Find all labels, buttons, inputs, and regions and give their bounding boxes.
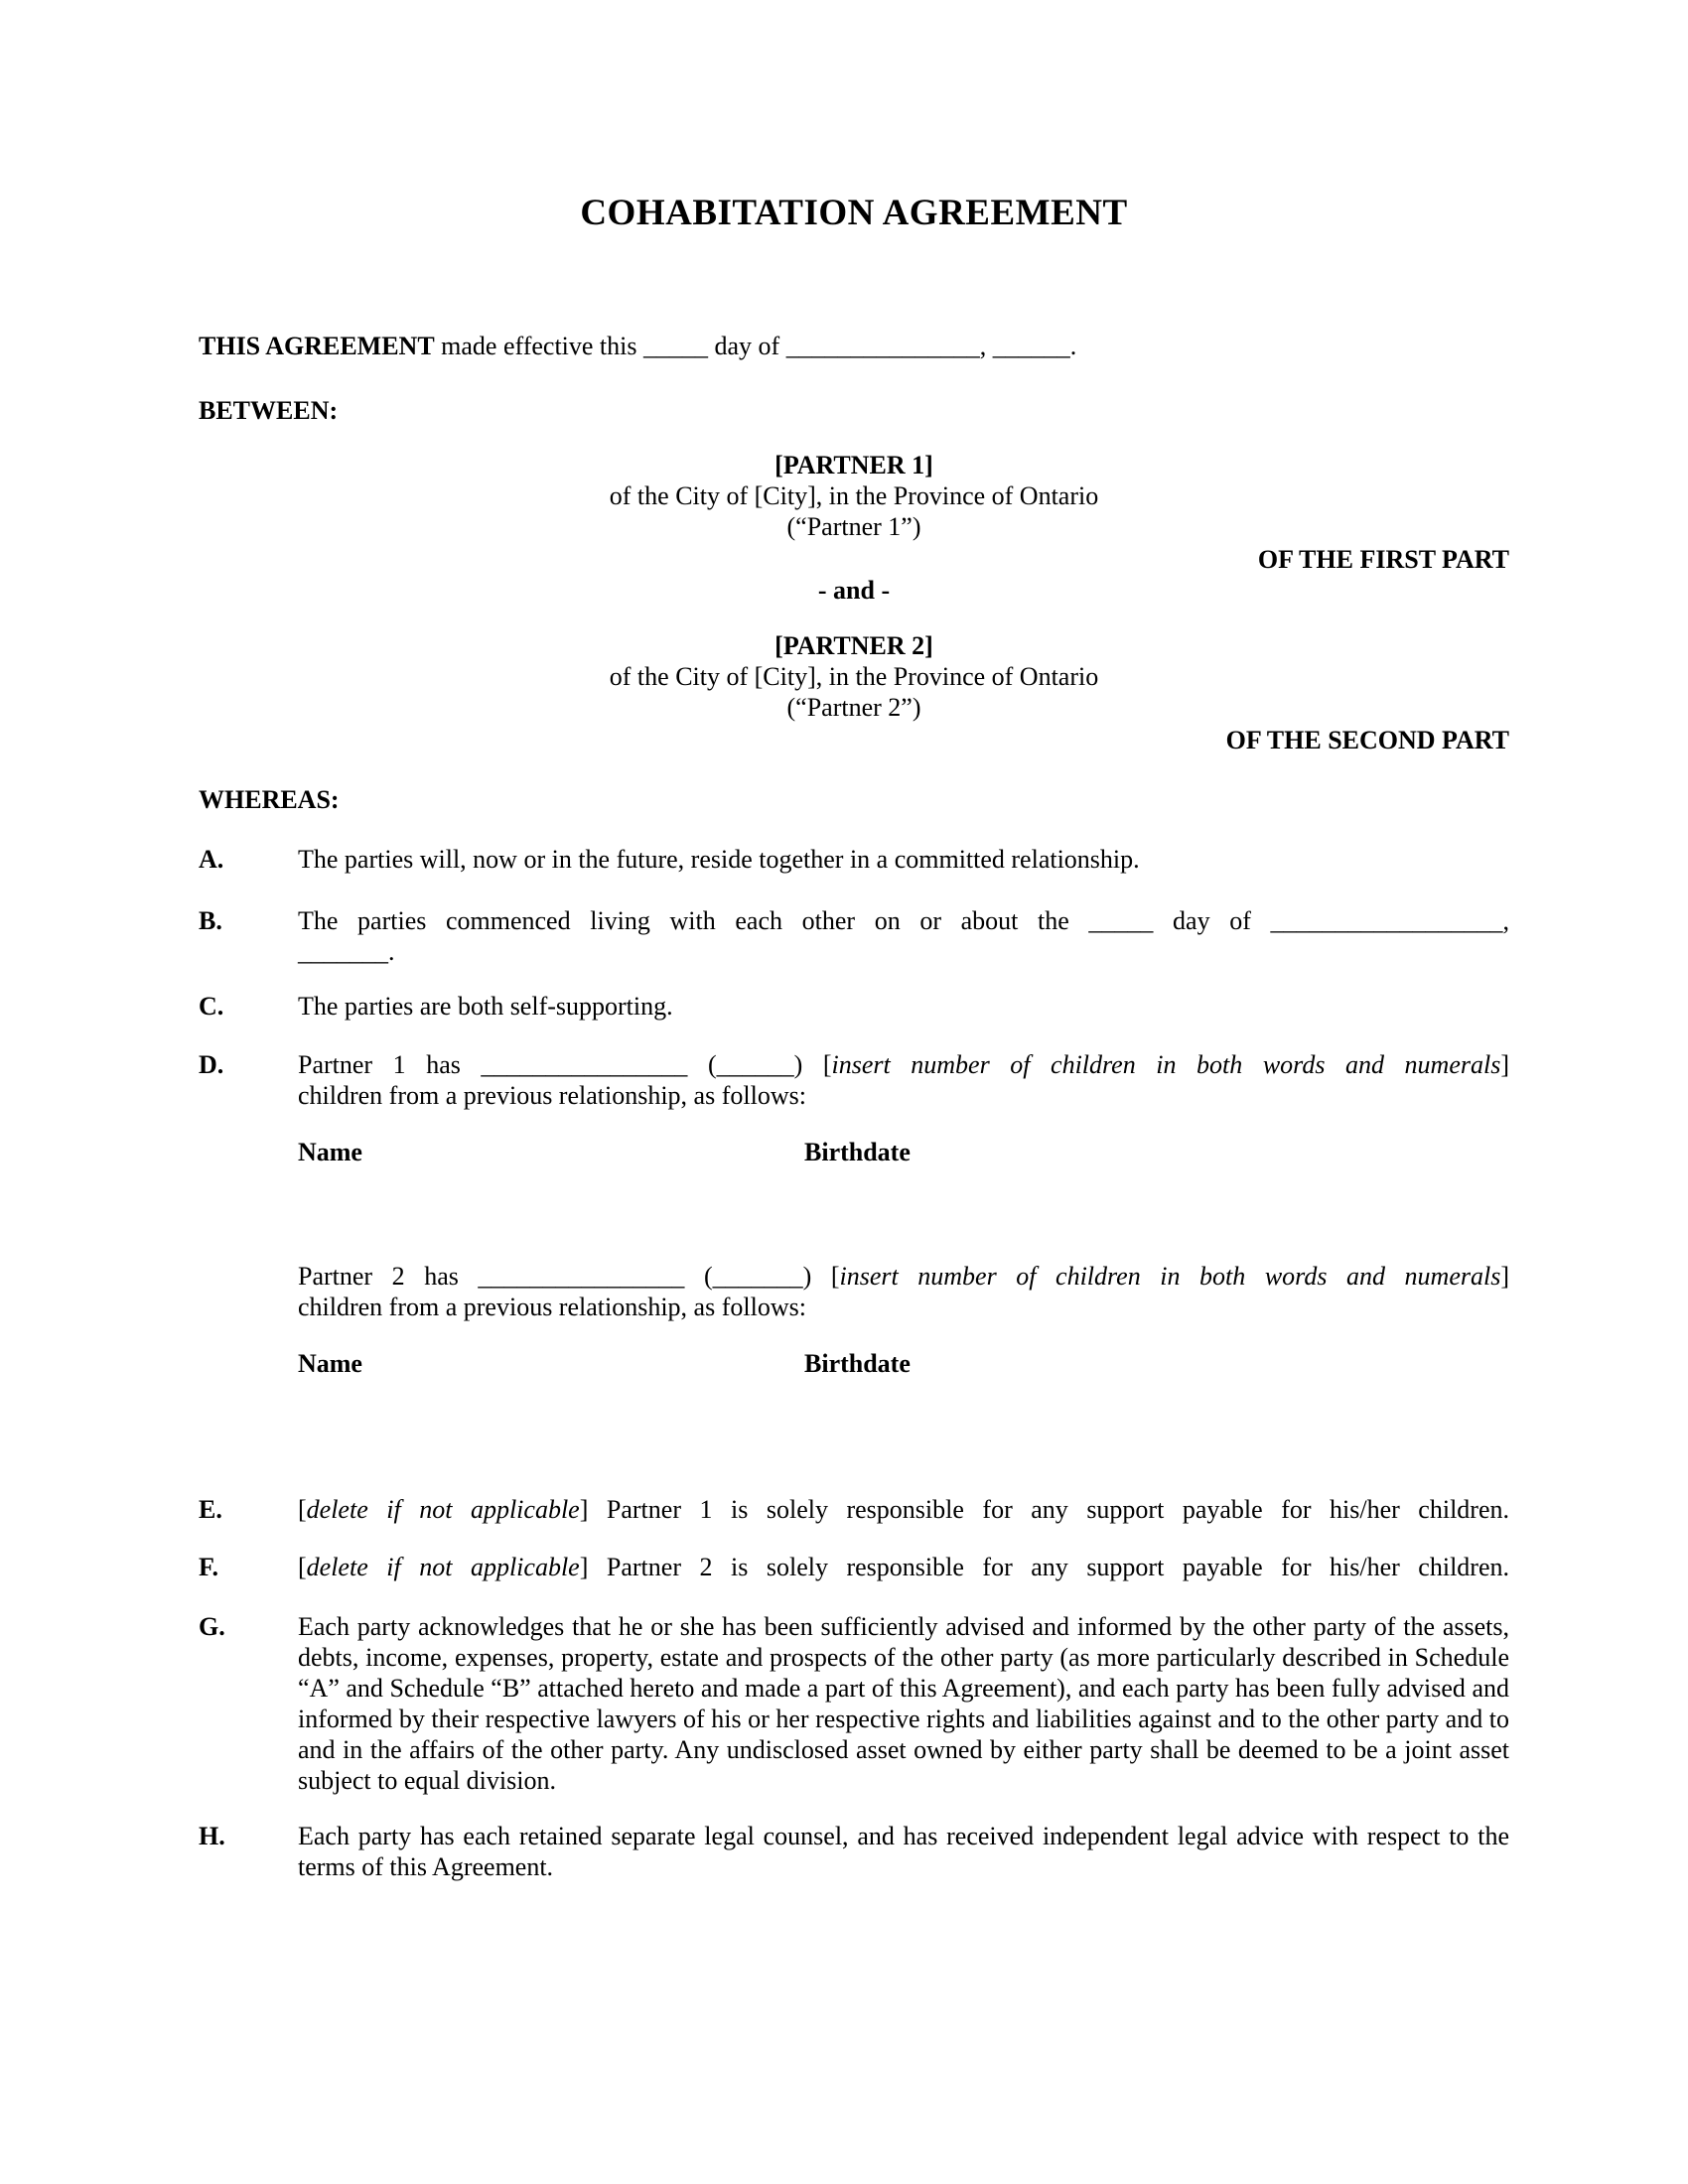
recital-c <box>199 991 1509 1022</box>
second-part-label: OF THE SECOND PART <box>1225 726 1509 754</box>
recital-d-letter: D. <box>199 1050 224 1079</box>
recital-h <box>199 1821 1509 1882</box>
birthdate-column-header: Birthdate <box>804 1138 911 1166</box>
and-separator: - and - <box>817 576 891 605</box>
partner1-children-insert-note: insert number of children in both words and numerals <box>831 1050 1501 1079</box>
recital-d <box>199 1049 1509 1379</box>
recital-b-line1: The parties commenced living with each other on or about the _____ day of __________________, <box>298 906 1509 935</box>
recital-d-partner2-line1 <box>298 1261 1509 1292</box>
partner2-alias: (“Partner 2”) <box>786 693 921 722</box>
intro-effective-date-text: made effective this _____ day of _______________, ______. <box>434 332 1077 360</box>
intro-lead-in: THIS AGREEMENT <box>199 332 435 360</box>
recital-d-partner1-paragraph <box>298 1049 1509 1111</box>
recital-e-delete-note: delete if not applicable <box>306 1495 580 1524</box>
partner2-block <box>199 630 1509 723</box>
recital-d-partner2-line2: children from a previous relationship, as follows: <box>298 1293 806 1321</box>
recital-f-delete-note: delete if not applicable <box>306 1553 580 1581</box>
children-table-header-2 <box>298 1348 1509 1379</box>
recital-e-main-text: ] Partner 1 is solely responsible for any support payable for his/her children. <box>579 1495 1509 1524</box>
name-column-header: Name <box>298 1349 362 1378</box>
recital-h-letter: H. <box>199 1822 225 1850</box>
recital-d-partner1-line1 <box>298 1049 1509 1080</box>
recital-c-text: The parties are both self-supporting. <box>298 992 673 1021</box>
birthdate-column-header: Birthdate <box>804 1349 911 1378</box>
partner2-children-blank-text: Partner 2 has ________________ (_______) [ <box>298 1262 840 1291</box>
recital-g-text: Each party acknowledges that he or she has been sufficiently advised and informed by the other party of the assets, debts, income, expenses, property, estate and prospects of the other party (as more particularly described in Schedule “A” and Schedule “B” attached hereto and made a part of this Agreement), and each party has been fully advised and informed by their respective lawyers of his or her respective rights and liabilities against and to the other party and to and in the affairs of the other party. Any undisclosed asset owned by either party shall be deemed to be a joint asset subject to equal division. <box>298 1612 1509 1795</box>
partner2-children-bracket-close: ] <box>1500 1262 1509 1291</box>
name-column-header: Name <box>298 1138 362 1166</box>
recital-e-text <box>298 1494 1509 1525</box>
recital-a-letter: A. <box>199 845 224 874</box>
recital-d-partner1-line2: children from a previous relationship, as follows: <box>298 1081 806 1110</box>
recital-h-text: Each party has each retained separate legal counsel, and has received independent legal advice with respect to the terms of this Agreement. <box>298 1822 1509 1881</box>
partner2-residence: of the City of [City], in the Province of Ontario <box>609 662 1099 691</box>
recital-f <box>199 1552 1509 1582</box>
recital-f-text <box>298 1552 1509 1582</box>
recital-f-letter: F. <box>199 1553 218 1581</box>
recital-f-main-text: ] Partner 2 is solely responsible for any support payable for his/her children. <box>579 1553 1509 1581</box>
document-title: COHABITATION AGREEMENT <box>580 193 1128 233</box>
recital-b <box>199 905 1509 967</box>
whereas-label: WHEREAS: <box>199 785 340 814</box>
recital-g-letter: G. <box>199 1612 225 1641</box>
partner1-block <box>199 450 1509 542</box>
first-part-label: OF THE FIRST PART <box>1257 545 1509 574</box>
recital-g <box>199 1611 1509 1796</box>
partner1-children-blank-text: Partner 1 has ________________ (______) [ <box>298 1050 832 1079</box>
children-table-header-1 <box>298 1137 1509 1167</box>
recital-d-partner2-paragraph <box>298 1261 1509 1322</box>
recital-e <box>199 1494 1509 1525</box>
intro-line <box>199 331 1509 361</box>
partner1-alias: (“Partner 1”) <box>786 512 921 541</box>
recital-a <box>199 844 1509 875</box>
recital-b-line2: _______. <box>298 937 395 966</box>
partner2-children-insert-note: insert number of children in both words and numerals <box>839 1262 1501 1291</box>
recital-c-letter: C. <box>199 992 224 1021</box>
recital-f-bracket-open: [ <box>298 1553 307 1581</box>
recital-b-letter: B. <box>199 906 222 935</box>
between-label: BETWEEN: <box>199 396 339 425</box>
recital-a-text: The parties will, now or in the future, reside together in a committed relationship. <box>298 845 1140 874</box>
recital-e-bracket-open: [ <box>298 1495 307 1524</box>
partner2-name: [PARTNER 2] <box>774 631 933 660</box>
recital-e-letter: E. <box>199 1495 222 1524</box>
partner1-residence: of the City of [City], in the Province of Ontario <box>609 481 1099 510</box>
partner1-children-bracket-close: ] <box>1500 1050 1509 1079</box>
partner1-name: [PARTNER 1] <box>774 451 933 479</box>
